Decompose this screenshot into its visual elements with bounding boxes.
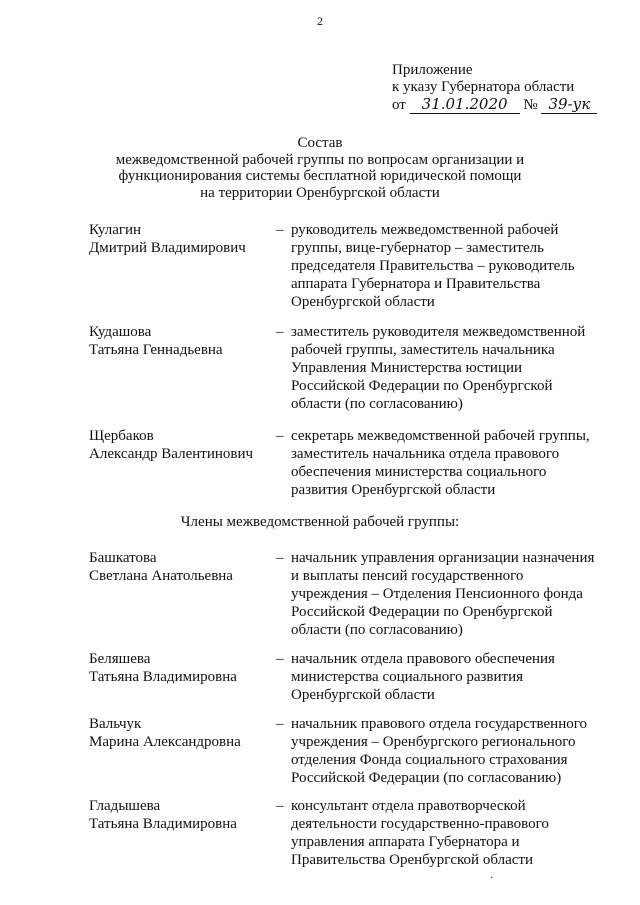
page-number: 2 (317, 14, 323, 28)
dash-separator: – (276, 550, 284, 566)
given-names: Дмитрий Владимирович (89, 240, 246, 256)
dash-separator: – (276, 222, 284, 238)
surname: Кулагин (89, 222, 142, 238)
document-title (0, 135, 640, 201)
person-position (291, 427, 601, 499)
position-line: председателя Правительства – руководитель (291, 258, 575, 274)
position-line: отделения Фонда социального страхования (291, 752, 568, 768)
dash-separator: – (276, 651, 284, 667)
given-names: Александр Валентинович (89, 446, 254, 462)
title-line: межведомственной рабочей группы по вопросам организации и (115, 151, 525, 168)
position-line: области (по согласованию) (291, 622, 463, 638)
person-name (89, 797, 279, 833)
dash-separator: – (276, 428, 284, 444)
appendix-title: Приложение (392, 62, 473, 78)
position-line: деятельности государственно-правового (291, 816, 549, 832)
surname: Кудашова (89, 324, 152, 340)
appendix-reference: к указу Губернатора области (392, 79, 575, 95)
position-line: области (по согласованию) (291, 396, 463, 412)
surname: Беляшева (89, 651, 151, 667)
person-name (89, 650, 279, 686)
person-name (89, 715, 279, 751)
position-line: Оренбургской области (291, 294, 435, 310)
scan-speck: · (490, 873, 494, 884)
position-line: группы, вице-губернатор – заместитель (291, 240, 544, 256)
appendix-date-line (392, 96, 597, 114)
position-line: обеспечения министерства социального (291, 464, 547, 480)
position-line: Правительства Оренбургской области (291, 852, 533, 868)
given-names: Татьяна Геннадьевна (89, 342, 223, 358)
position-line: Российской Федерации (по согласованию) (291, 770, 562, 786)
position-line: аппарата Губернатора и Правительства (291, 276, 541, 292)
given-names: Светлана Анатольевна (89, 568, 233, 584)
dash-separator: – (276, 716, 284, 732)
person-position (291, 323, 601, 413)
surname: Гладышева (89, 798, 161, 814)
position-line: учреждения – Оренбургского регионального (291, 734, 576, 750)
handwritten-date: 31.01.2020 (410, 96, 520, 114)
position-line: и выплаты пенсий государственного (291, 568, 524, 584)
position-line: развития Оренбургской области (291, 482, 496, 498)
position-line: начальник отдела правового обеспечения (291, 651, 555, 667)
person-name (89, 427, 279, 463)
person-position (291, 715, 601, 787)
given-names: Марина Александровна (89, 734, 241, 750)
title-line: на территории Оренбургской области (200, 184, 440, 201)
position-line: управления аппарата Губернатора и (291, 834, 520, 850)
members-heading: Члены межведомственной рабочей группы: (180, 514, 460, 530)
position-line: Российской Федерации по Оренбургской (291, 378, 553, 394)
from-label: от (392, 97, 406, 113)
position-line: Управления Министерства юстиции (291, 360, 523, 376)
person-position (291, 221, 601, 311)
person-position (291, 797, 601, 869)
surname: Башкатова (89, 550, 157, 566)
title-line: функционирования системы бесплатной юридической помощи (118, 168, 522, 184)
given-names: Татьяна Владимировна (89, 669, 237, 685)
dash-separator: – (276, 324, 284, 340)
person-position (291, 650, 601, 704)
position-line: министерства социального развития (291, 669, 524, 685)
person-name (89, 221, 279, 257)
position-line: начальник правового отдела государственного (291, 716, 588, 732)
person-name (89, 549, 279, 585)
position-line: руководитель межведомственной рабочей (291, 222, 559, 238)
surname: Щербаков (89, 428, 154, 444)
position-line: начальник управления организации назначения (291, 550, 595, 566)
person-name (89, 323, 279, 359)
position-line: заместитель начальника отдела правового (291, 446, 560, 462)
position-line: учреждения – Отделения Пенсионного фонда (291, 586, 583, 602)
given-names: Татьяна Владимировна (89, 816, 237, 832)
position-line: консультант отдела правотворческой (291, 798, 526, 814)
handwritten-number: 39-ук (541, 96, 597, 114)
dash-separator: – (276, 798, 284, 814)
position-line: рабочей группы, заместитель начальника (291, 342, 555, 358)
position-line: секретарь межведомственной рабочей группы, (291, 428, 590, 444)
position-line: Российской Федерации по Оренбургской (291, 604, 553, 620)
number-label: № (523, 97, 538, 113)
position-line: заместитель руководителя межведомственной (291, 324, 586, 340)
position-line: Оренбургской области (291, 687, 435, 703)
title-line: Состав (297, 135, 343, 151)
surname: Вальчук (89, 716, 142, 732)
appendix-block (392, 62, 597, 114)
person-position (291, 549, 601, 639)
